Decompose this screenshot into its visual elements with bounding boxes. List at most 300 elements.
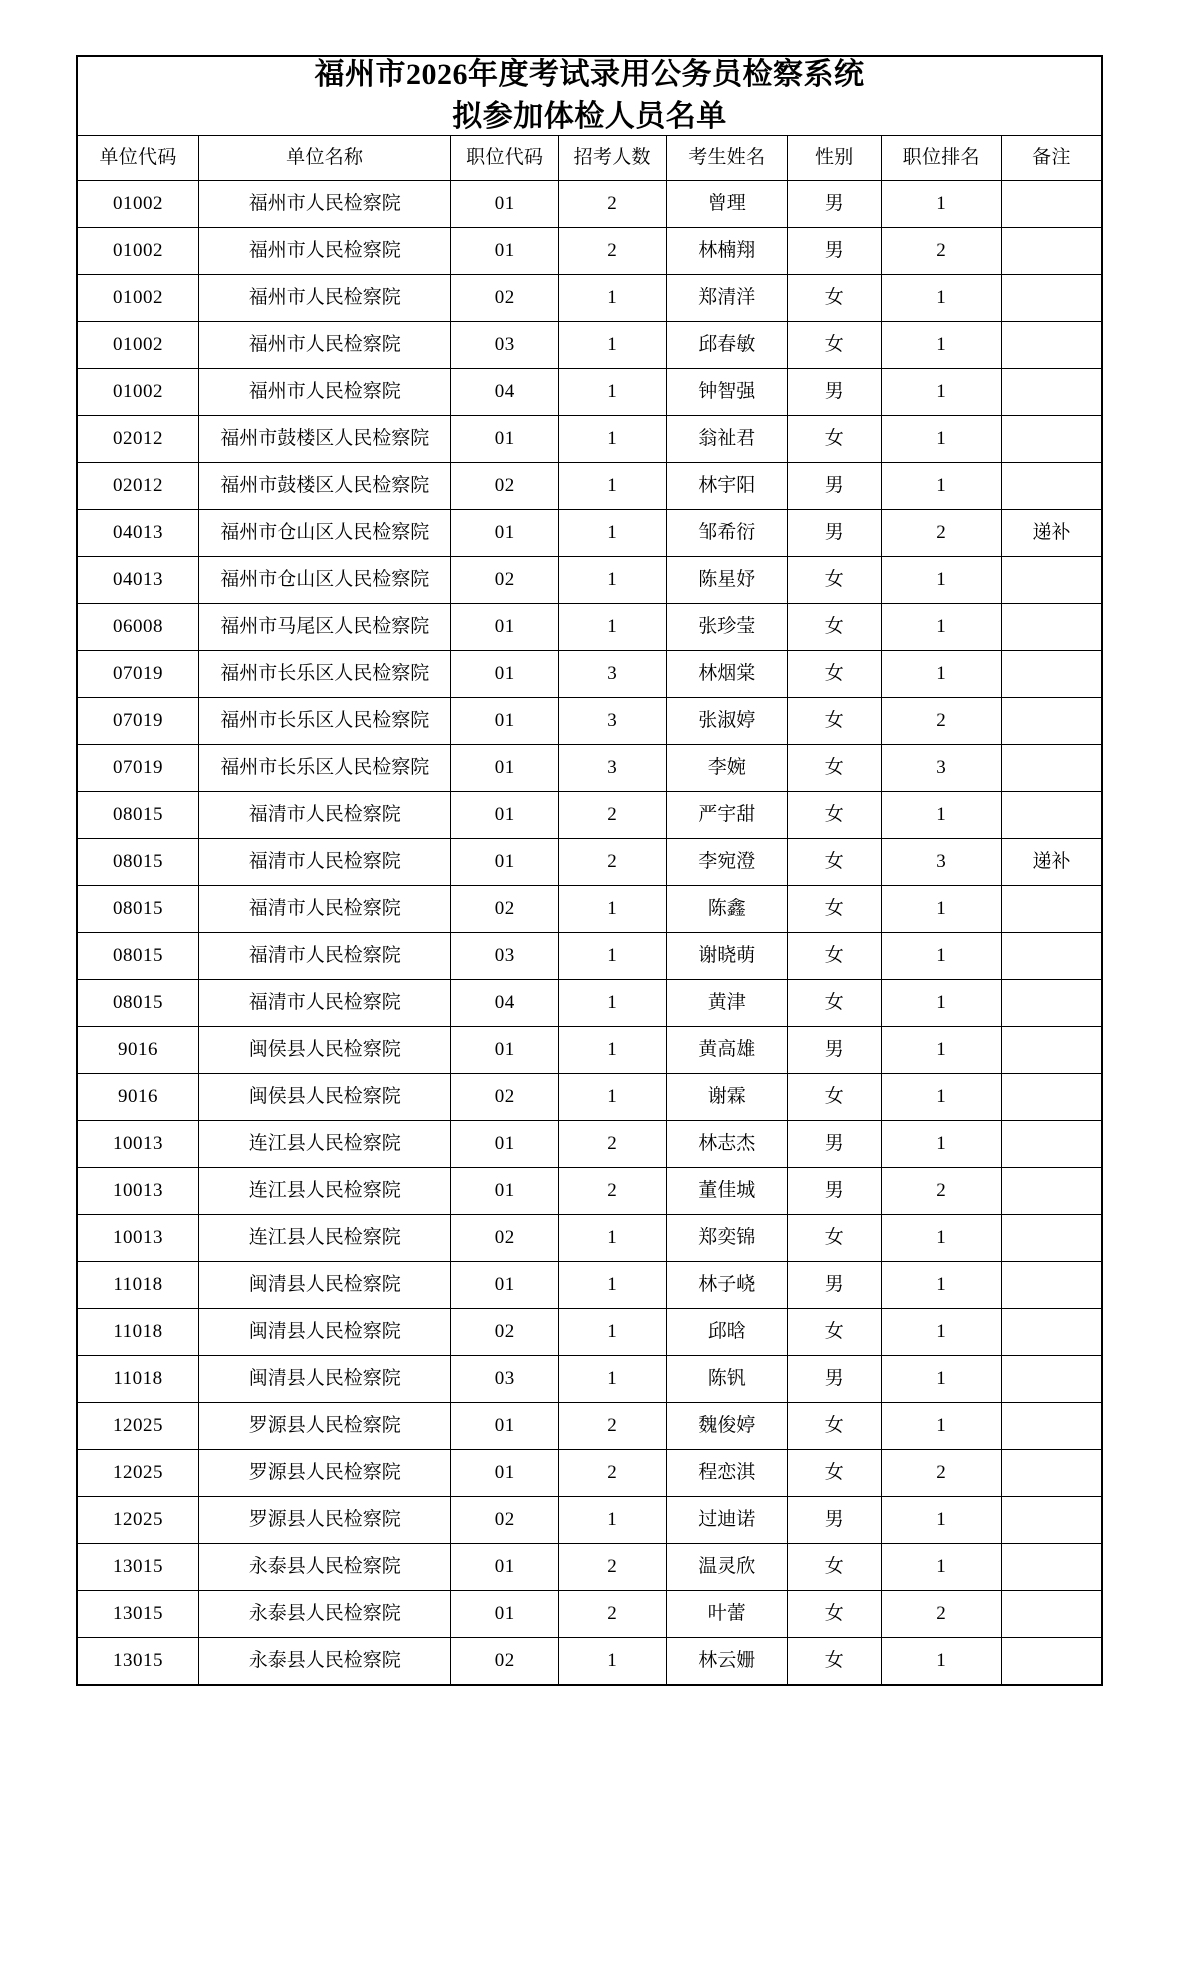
cell-unit-name: 福清市人民检察院 xyxy=(199,839,451,886)
table-row xyxy=(77,1309,1102,1356)
table-row xyxy=(77,322,1102,369)
cell-hire-count: 1 xyxy=(559,980,667,1027)
cell-candidate: 曾理 xyxy=(666,181,788,228)
column-header-hire-count: 招考人数 xyxy=(559,136,667,181)
cell-unit-code: 04013 xyxy=(77,510,199,557)
cell-hire-count: 2 xyxy=(559,1450,667,1497)
cell-candidate: 郑奕锦 xyxy=(666,1215,788,1262)
cell-rank: 1 xyxy=(881,416,1001,463)
cell-rank: 1 xyxy=(881,369,1001,416)
cell-rank: 2 xyxy=(881,228,1001,275)
cell-rank: 1 xyxy=(881,1356,1001,1403)
cell-note xyxy=(1001,1638,1102,1686)
cell-candidate: 翁祉君 xyxy=(666,416,788,463)
cell-unit-code: 13015 xyxy=(77,1544,199,1591)
cell-rank: 1 xyxy=(881,1309,1001,1356)
cell-unit-code: 07019 xyxy=(77,651,199,698)
cell-note xyxy=(1001,980,1102,1027)
cell-rank: 2 xyxy=(881,1450,1001,1497)
cell-note: 递补 xyxy=(1001,839,1102,886)
cell-candidate: 林志杰 xyxy=(666,1121,788,1168)
cell-gender: 女 xyxy=(788,698,882,745)
table-title-head xyxy=(77,56,1102,136)
cell-rank: 1 xyxy=(881,557,1001,604)
cell-unit-code: 10013 xyxy=(77,1215,199,1262)
table-row xyxy=(77,1403,1102,1450)
cell-hire-count: 1 xyxy=(559,933,667,980)
cell-hire-count: 1 xyxy=(559,1262,667,1309)
cell-hire-count: 3 xyxy=(559,698,667,745)
cell-hire-count: 1 xyxy=(559,1638,667,1686)
cell-unit-code: 04013 xyxy=(77,557,199,604)
cell-gender: 女 xyxy=(788,1544,882,1591)
cell-gender: 女 xyxy=(788,651,882,698)
cell-candidate: 张珍莹 xyxy=(666,604,788,651)
cell-job-code: 02 xyxy=(451,1309,559,1356)
cell-gender: 男 xyxy=(788,463,882,510)
cell-candidate: 郑清洋 xyxy=(666,275,788,322)
cell-rank: 1 xyxy=(881,1497,1001,1544)
header-row xyxy=(77,136,1102,181)
cell-rank: 1 xyxy=(881,463,1001,510)
table-row xyxy=(77,933,1102,980)
cell-hire-count: 1 xyxy=(559,510,667,557)
column-header-job-code: 职位代码 xyxy=(451,136,559,181)
cell-unit-name: 闽侯县人民检察院 xyxy=(199,1074,451,1121)
cell-gender: 女 xyxy=(788,604,882,651)
cell-note xyxy=(1001,1027,1102,1074)
cell-job-code: 02 xyxy=(451,1497,559,1544)
cell-job-code: 01 xyxy=(451,181,559,228)
cell-note xyxy=(1001,228,1102,275)
cell-hire-count: 1 xyxy=(559,604,667,651)
cell-gender: 女 xyxy=(788,416,882,463)
cell-job-code: 01 xyxy=(451,1121,559,1168)
roster-body xyxy=(77,181,1102,1686)
cell-unit-code: 9016 xyxy=(77,1074,199,1121)
cell-candidate: 温灵欣 xyxy=(666,1544,788,1591)
cell-unit-name: 闽清县人民检察院 xyxy=(199,1356,451,1403)
table-column-head xyxy=(77,136,1102,181)
cell-unit-code: 13015 xyxy=(77,1591,199,1638)
table-row xyxy=(77,1356,1102,1403)
table-row xyxy=(77,1450,1102,1497)
cell-candidate: 黄高雄 xyxy=(666,1027,788,1074)
cell-note xyxy=(1001,604,1102,651)
cell-job-code: 01 xyxy=(451,745,559,792)
cell-rank: 3 xyxy=(881,839,1001,886)
column-header-note: 备注 xyxy=(1001,136,1102,181)
cell-note xyxy=(1001,1215,1102,1262)
table-row xyxy=(77,1544,1102,1591)
cell-gender: 女 xyxy=(788,1638,882,1686)
cell-hire-count: 2 xyxy=(559,839,667,886)
cell-candidate: 钟智强 xyxy=(666,369,788,416)
cell-hire-count: 2 xyxy=(559,1121,667,1168)
table-row xyxy=(77,792,1102,839)
cell-job-code: 01 xyxy=(451,228,559,275)
cell-gender: 男 xyxy=(788,1168,882,1215)
cell-hire-count: 2 xyxy=(559,181,667,228)
column-header-unit-code: 单位代码 xyxy=(77,136,199,181)
cell-candidate: 魏俊婷 xyxy=(666,1403,788,1450)
cell-job-code: 01 xyxy=(451,1544,559,1591)
cell-unit-name: 福州市人民检察院 xyxy=(199,228,451,275)
cell-unit-code: 08015 xyxy=(77,886,199,933)
table-row xyxy=(77,886,1102,933)
cell-unit-name: 福州市人民检察院 xyxy=(199,275,451,322)
cell-note xyxy=(1001,1356,1102,1403)
cell-hire-count: 2 xyxy=(559,1544,667,1591)
cell-rank: 1 xyxy=(881,181,1001,228)
cell-note xyxy=(1001,1591,1102,1638)
cell-note: 递补 xyxy=(1001,510,1102,557)
cell-job-code: 03 xyxy=(451,322,559,369)
cell-unit-name: 连江县人民检察院 xyxy=(199,1215,451,1262)
cell-job-code: 02 xyxy=(451,1215,559,1262)
cell-unit-code: 07019 xyxy=(77,745,199,792)
cell-rank: 1 xyxy=(881,1403,1001,1450)
cell-gender: 女 xyxy=(788,1215,882,1262)
cell-note xyxy=(1001,1121,1102,1168)
cell-note xyxy=(1001,1497,1102,1544)
cell-hire-count: 1 xyxy=(559,1497,667,1544)
cell-unit-code: 08015 xyxy=(77,839,199,886)
cell-note xyxy=(1001,1403,1102,1450)
column-header-candidate: 考生姓名 xyxy=(666,136,788,181)
table-row xyxy=(77,604,1102,651)
cell-unit-name: 福州市人民检察院 xyxy=(199,322,451,369)
cell-unit-name: 福清市人民检察院 xyxy=(199,792,451,839)
table-row xyxy=(77,228,1102,275)
cell-unit-name: 罗源县人民检察院 xyxy=(199,1497,451,1544)
cell-rank: 2 xyxy=(881,698,1001,745)
cell-rank: 1 xyxy=(881,792,1001,839)
cell-candidate: 李宛澄 xyxy=(666,839,788,886)
cell-hire-count: 2 xyxy=(559,1168,667,1215)
cell-job-code: 02 xyxy=(451,1074,559,1121)
cell-hire-count: 2 xyxy=(559,1403,667,1450)
cell-unit-name: 闽清县人民检察院 xyxy=(199,1262,451,1309)
cell-note xyxy=(1001,275,1102,322)
cell-job-code: 01 xyxy=(451,416,559,463)
cell-hire-count: 2 xyxy=(559,792,667,839)
table-row xyxy=(77,1027,1102,1074)
cell-note xyxy=(1001,1309,1102,1356)
cell-hire-count: 2 xyxy=(559,228,667,275)
cell-gender: 女 xyxy=(788,886,882,933)
cell-note xyxy=(1001,181,1102,228)
cell-gender: 女 xyxy=(788,792,882,839)
cell-job-code: 01 xyxy=(451,651,559,698)
cell-note xyxy=(1001,322,1102,369)
cell-unit-name: 连江县人民检察院 xyxy=(199,1121,451,1168)
cell-rank: 1 xyxy=(881,1121,1001,1168)
cell-job-code: 01 xyxy=(451,1450,559,1497)
cell-gender: 女 xyxy=(788,745,882,792)
cell-hire-count: 1 xyxy=(559,369,667,416)
cell-job-code: 02 xyxy=(451,275,559,322)
cell-hire-count: 3 xyxy=(559,745,667,792)
cell-note xyxy=(1001,557,1102,604)
cell-unit-code: 02012 xyxy=(77,463,199,510)
cell-unit-name: 罗源县人民检察院 xyxy=(199,1450,451,1497)
cell-unit-code: 13015 xyxy=(77,1638,199,1686)
cell-unit-name: 福州市仓山区人民检察院 xyxy=(199,510,451,557)
table-row xyxy=(77,1262,1102,1309)
cell-note xyxy=(1001,745,1102,792)
cell-note xyxy=(1001,1168,1102,1215)
cell-gender: 女 xyxy=(788,1403,882,1450)
column-header-unit-name: 单位名称 xyxy=(199,136,451,181)
roster-table xyxy=(76,55,1103,1686)
cell-rank: 3 xyxy=(881,745,1001,792)
cell-job-code: 01 xyxy=(451,839,559,886)
cell-unit-name: 福州市人民检察院 xyxy=(199,369,451,416)
table-row xyxy=(77,1168,1102,1215)
cell-gender: 女 xyxy=(788,557,882,604)
cell-unit-name: 闽清县人民检察院 xyxy=(199,1309,451,1356)
cell-rank: 1 xyxy=(881,1027,1001,1074)
cell-note xyxy=(1001,651,1102,698)
table-row xyxy=(77,1497,1102,1544)
cell-note xyxy=(1001,1450,1102,1497)
table-row xyxy=(77,369,1102,416)
cell-rank: 1 xyxy=(881,980,1001,1027)
cell-candidate: 张淑婷 xyxy=(666,698,788,745)
cell-job-code: 03 xyxy=(451,1356,559,1403)
title-line-1: 福州市2026年度考试录用公务员检察系统 xyxy=(314,58,865,91)
cell-job-code: 01 xyxy=(451,698,559,745)
cell-gender: 女 xyxy=(788,1591,882,1638)
cell-candidate: 邱春敏 xyxy=(666,322,788,369)
table-row xyxy=(77,698,1102,745)
cell-hire-count: 3 xyxy=(559,651,667,698)
column-header-rank: 职位排名 xyxy=(881,136,1001,181)
cell-unit-code: 9016 xyxy=(77,1027,199,1074)
cell-job-code: 01 xyxy=(451,1591,559,1638)
cell-job-code: 04 xyxy=(451,980,559,1027)
cell-rank: 1 xyxy=(881,604,1001,651)
cell-job-code: 02 xyxy=(451,463,559,510)
cell-gender: 女 xyxy=(788,1309,882,1356)
cell-unit-name: 福清市人民检察院 xyxy=(199,980,451,1027)
cell-candidate: 谢霖 xyxy=(666,1074,788,1121)
cell-job-code: 03 xyxy=(451,933,559,980)
cell-hire-count: 1 xyxy=(559,322,667,369)
cell-job-code: 01 xyxy=(451,604,559,651)
cell-unit-code: 01002 xyxy=(77,228,199,275)
cell-gender: 女 xyxy=(788,933,882,980)
table-row xyxy=(77,463,1102,510)
cell-gender: 男 xyxy=(788,181,882,228)
cell-note xyxy=(1001,1544,1102,1591)
cell-unit-name: 福州市鼓楼区人民检察院 xyxy=(199,463,451,510)
cell-candidate: 黄津 xyxy=(666,980,788,1027)
cell-gender: 女 xyxy=(788,275,882,322)
cell-gender: 男 xyxy=(788,369,882,416)
cell-unit-name: 福州市马尾区人民检察院 xyxy=(199,604,451,651)
table-row xyxy=(77,416,1102,463)
cell-job-code: 01 xyxy=(451,1403,559,1450)
cell-unit-name: 闽侯县人民检察院 xyxy=(199,1027,451,1074)
cell-rank: 1 xyxy=(881,1544,1001,1591)
cell-unit-name: 福州市长乐区人民检察院 xyxy=(199,745,451,792)
cell-unit-name: 福清市人民检察院 xyxy=(199,933,451,980)
cell-hire-count: 1 xyxy=(559,1356,667,1403)
cell-rank: 1 xyxy=(881,1262,1001,1309)
cell-rank: 1 xyxy=(881,651,1001,698)
cell-job-code: 01 xyxy=(451,510,559,557)
cell-hire-count: 1 xyxy=(559,1027,667,1074)
cell-unit-name: 福州市长乐区人民检察院 xyxy=(199,651,451,698)
cell-note xyxy=(1001,698,1102,745)
cell-gender: 女 xyxy=(788,1450,882,1497)
column-header-gender: 性别 xyxy=(788,136,882,181)
cell-unit-name: 永泰县人民检察院 xyxy=(199,1591,451,1638)
cell-candidate: 董佳城 xyxy=(666,1168,788,1215)
cell-unit-code: 06008 xyxy=(77,604,199,651)
cell-note xyxy=(1001,1262,1102,1309)
cell-note xyxy=(1001,886,1102,933)
cell-hire-count: 1 xyxy=(559,1215,667,1262)
cell-gender: 女 xyxy=(788,980,882,1027)
cell-unit-name: 连江县人民检察院 xyxy=(199,1168,451,1215)
cell-rank: 2 xyxy=(881,1168,1001,1215)
cell-job-code: 01 xyxy=(451,792,559,839)
cell-candidate: 程恋淇 xyxy=(666,1450,788,1497)
cell-gender: 男 xyxy=(788,510,882,557)
cell-unit-code: 07019 xyxy=(77,698,199,745)
cell-candidate: 邹希衍 xyxy=(666,510,788,557)
cell-note xyxy=(1001,933,1102,980)
table-row xyxy=(77,651,1102,698)
cell-gender: 女 xyxy=(788,839,882,886)
cell-hire-count: 1 xyxy=(559,1309,667,1356)
cell-unit-name: 福州市人民检察院 xyxy=(199,181,451,228)
cell-gender: 男 xyxy=(788,1497,882,1544)
cell-unit-code: 12025 xyxy=(77,1450,199,1497)
table-row xyxy=(77,510,1102,557)
cell-note xyxy=(1001,792,1102,839)
cell-candidate: 李婉 xyxy=(666,745,788,792)
cell-gender: 男 xyxy=(788,228,882,275)
cell-job-code: 02 xyxy=(451,886,559,933)
cell-candidate: 陈鑫 xyxy=(666,886,788,933)
cell-rank: 1 xyxy=(881,933,1001,980)
cell-unit-name: 福州市鼓楼区人民检察院 xyxy=(199,416,451,463)
cell-unit-code: 08015 xyxy=(77,933,199,980)
cell-hire-count: 1 xyxy=(559,886,667,933)
cell-rank: 1 xyxy=(881,886,1001,933)
cell-hire-count: 1 xyxy=(559,416,667,463)
cell-gender: 男 xyxy=(788,1356,882,1403)
cell-job-code: 01 xyxy=(451,1027,559,1074)
document-title xyxy=(77,56,1102,136)
cell-note xyxy=(1001,369,1102,416)
cell-unit-code: 01002 xyxy=(77,369,199,416)
cell-gender: 女 xyxy=(788,1074,882,1121)
cell-candidate: 林云姗 xyxy=(666,1638,788,1686)
cell-job-code: 04 xyxy=(451,369,559,416)
cell-rank: 1 xyxy=(881,322,1001,369)
table-row xyxy=(77,1074,1102,1121)
cell-hire-count: 2 xyxy=(559,1591,667,1638)
cell-unit-name: 罗源县人民检察院 xyxy=(199,1403,451,1450)
cell-gender: 男 xyxy=(788,1027,882,1074)
cell-unit-code: 11018 xyxy=(77,1262,199,1309)
cell-job-code: 02 xyxy=(451,1638,559,1686)
table-row xyxy=(77,1121,1102,1168)
cell-unit-code: 12025 xyxy=(77,1497,199,1544)
cell-gender: 男 xyxy=(788,1121,882,1168)
cell-unit-code: 12025 xyxy=(77,1403,199,1450)
title-line-2: 拟参加体检人员名单 xyxy=(452,100,727,133)
cell-note xyxy=(1001,416,1102,463)
cell-candidate: 林楠翔 xyxy=(666,228,788,275)
cell-unit-code: 08015 xyxy=(77,792,199,839)
cell-candidate: 林宇阳 xyxy=(666,463,788,510)
cell-gender: 男 xyxy=(788,1262,882,1309)
title-row xyxy=(77,56,1102,136)
cell-hire-count: 1 xyxy=(559,463,667,510)
cell-unit-name: 福州市长乐区人民检察院 xyxy=(199,698,451,745)
cell-unit-code: 11018 xyxy=(77,1309,199,1356)
cell-unit-code: 10013 xyxy=(77,1121,199,1168)
cell-candidate: 邱晗 xyxy=(666,1309,788,1356)
cell-rank: 1 xyxy=(881,275,1001,322)
cell-unit-name: 福清市人民检察院 xyxy=(199,886,451,933)
cell-unit-code: 10013 xyxy=(77,1168,199,1215)
cell-candidate: 林烟棠 xyxy=(666,651,788,698)
cell-candidate: 林子峣 xyxy=(666,1262,788,1309)
table-row xyxy=(77,1215,1102,1262)
cell-rank: 1 xyxy=(881,1215,1001,1262)
cell-unit-name: 永泰县人民检察院 xyxy=(199,1544,451,1591)
cell-candidate: 过迪诺 xyxy=(666,1497,788,1544)
cell-candidate: 陈钒 xyxy=(666,1356,788,1403)
cell-unit-name: 福州市仓山区人民检察院 xyxy=(199,557,451,604)
table-row xyxy=(77,181,1102,228)
cell-rank: 1 xyxy=(881,1638,1001,1686)
cell-unit-code: 01002 xyxy=(77,275,199,322)
cell-hire-count: 1 xyxy=(559,1074,667,1121)
cell-candidate: 叶蕾 xyxy=(666,1591,788,1638)
cell-unit-code: 01002 xyxy=(77,181,199,228)
cell-candidate: 谢晓萌 xyxy=(666,933,788,980)
cell-job-code: 01 xyxy=(451,1168,559,1215)
cell-gender: 女 xyxy=(788,322,882,369)
cell-rank: 2 xyxy=(881,510,1001,557)
cell-hire-count: 1 xyxy=(559,275,667,322)
cell-note xyxy=(1001,463,1102,510)
cell-rank: 2 xyxy=(881,1591,1001,1638)
cell-unit-code: 11018 xyxy=(77,1356,199,1403)
cell-unit-code: 08015 xyxy=(77,980,199,1027)
cell-hire-count: 1 xyxy=(559,557,667,604)
table-row xyxy=(77,557,1102,604)
cell-job-code: 01 xyxy=(451,1262,559,1309)
cell-unit-name: 永泰县人民检察院 xyxy=(199,1638,451,1686)
cell-candidate: 陈星妤 xyxy=(666,557,788,604)
cell-note xyxy=(1001,1074,1102,1121)
table-row xyxy=(77,1591,1102,1638)
table-row xyxy=(77,980,1102,1027)
table-row xyxy=(77,745,1102,792)
cell-job-code: 02 xyxy=(451,557,559,604)
cell-candidate: 严宇甜 xyxy=(666,792,788,839)
table-row xyxy=(77,1638,1102,1686)
